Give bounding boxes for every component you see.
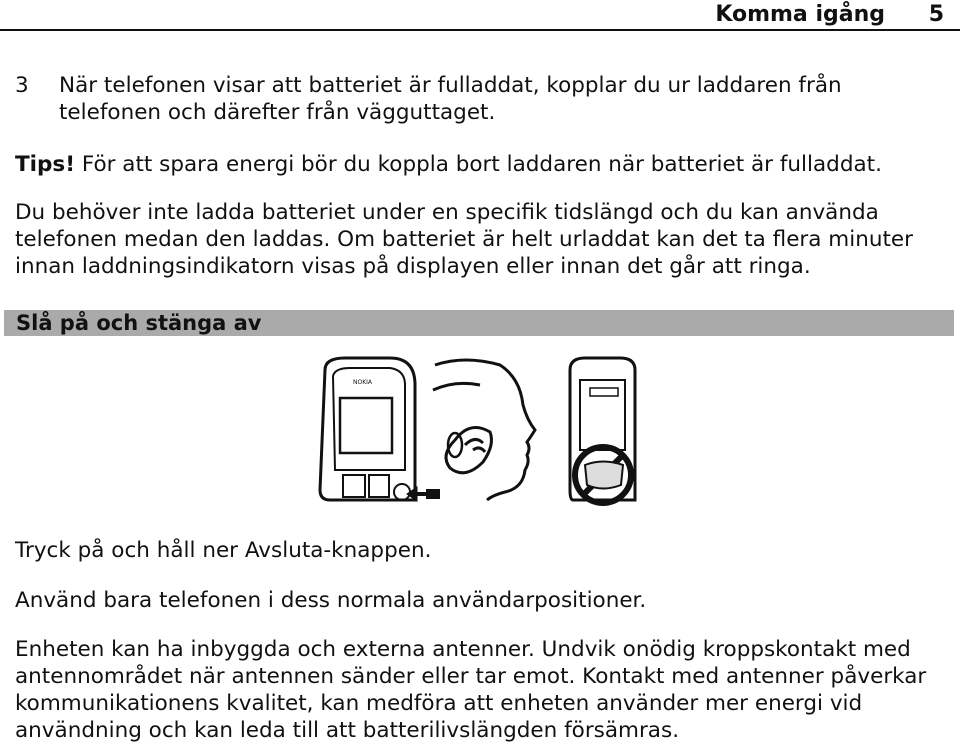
page-number: 5 [928,2,944,27]
page-header [0,0,960,31]
antenna-paragraph: Enheten kan ha inbyggda och externa antenner. Undvik onödig kroppskontakt med antennområdet när antennen sänder eller tar emot. Kontakt med antenner påverkar kommunikationens kvalitet, kan medföra att enheten använder mer energi vid användning och kan leda till att batterilivslängden försämras. [15,637,927,743]
brand-label: NOKIA [353,379,373,386]
charging-info-paragraph: Du behöver inte ladda batteriet under en specifik tidslängd och du kan använda telefonen medan den laddas. Om batteriet är helt urladdat kan det ta flera minuter innan laddningsindikatorn visas på displayen eller innan det går att ringa. [15,200,913,279]
instruction-normal-position: Använd bara telefonen i dess normala användarpositioner. [15,588,647,613]
tip-paragraph [15,151,945,178]
step-paragraph [15,72,945,126]
no-touch-antenna-icon [570,358,635,503]
section-heading-bar [4,310,954,336]
section-title: Slå på och stänga av [16,311,262,335]
step-text: När telefonen visar att batteriet är fulladdat, kopplar du ur laddaren från telefonen och därefter från vägguttaget. [59,73,842,125]
step-number: 3 [15,73,29,98]
chapter-title: Komma igång [715,2,885,27]
phone-end-key-icon [320,358,440,501]
tip-text: För att spara energi bör du koppla bort laddaren när batteriet är fulladdat. [75,152,882,177]
illustration [305,350,645,515]
instruction-press-end: Tryck på och håll ner Avsluta-knappen. [15,538,432,563]
tip-label: Tips! [15,152,76,177]
phone-at-ear-icon [433,360,535,500]
